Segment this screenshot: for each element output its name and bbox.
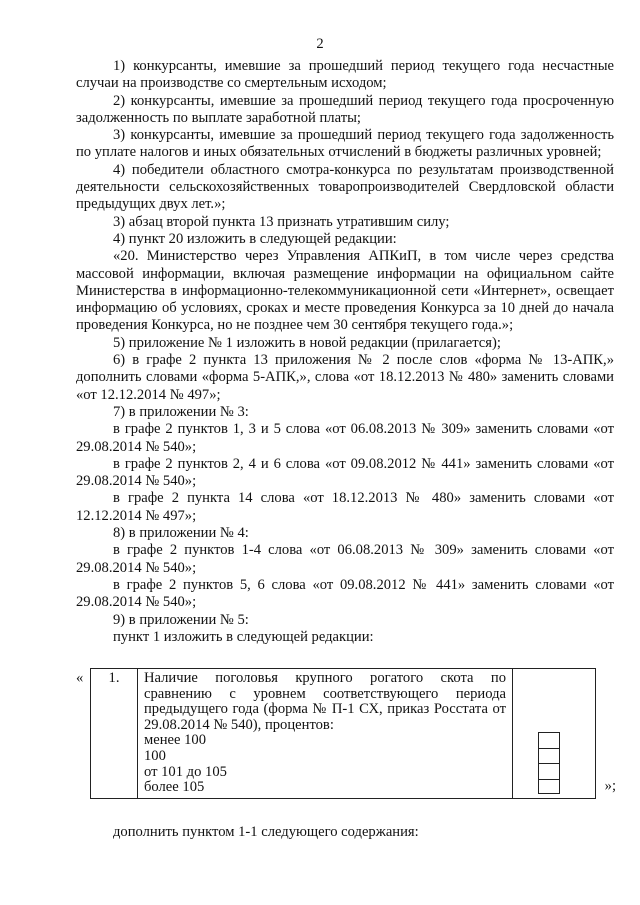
paragraph: 8) в приложении № 4: xyxy=(113,525,249,542)
paragraph: 4) победители областного смотра-конкурса по результатам производственной деятельности сельскохозяйственных товаропроизводителей Свердловской области предыдущих двух лет.»; xyxy=(76,161,614,213)
score-boxes xyxy=(538,732,560,794)
option-label: более 105 xyxy=(144,779,205,796)
paragraph: 2) конкурсанты, имевшие за прошедший период текущего года просроченную задолженность по выплате заработной платы; xyxy=(76,92,614,126)
table-row xyxy=(91,669,596,799)
score-box xyxy=(539,763,559,779)
close-quote: »; xyxy=(604,778,616,794)
item-description: Наличие поголовья крупного рогатого скота по сравнению с уровнем соответствующего периода предыдущего года (форма № П-1 СХ, приказ Росстата от 29.08.2014 № 540), процентов: xyxy=(144,670,506,733)
score-cell xyxy=(513,669,596,799)
closing-line xyxy=(0,824,640,841)
option-label: менее 100 xyxy=(144,732,207,749)
paragraph: 1) конкурсанты, имевшие за прошедший период текущего года несчастные случаи на производстве со смертельным исходом; xyxy=(76,58,614,92)
option-label: от 101 до 105 xyxy=(144,763,227,780)
paragraph: 7) в приложении № 3: xyxy=(113,403,249,420)
paragraph: 5) приложение № 1 изложить в новой редакции (прилагается); xyxy=(113,334,501,351)
score-box xyxy=(539,779,559,795)
item-number: 1. xyxy=(91,669,138,799)
score-box xyxy=(539,748,559,764)
paragraph: в графе 2 пункта 14 слова «от 18.12.2013 № 480» заменить словами «от 12.12.2014 № 497»; xyxy=(76,490,614,524)
score-box xyxy=(539,732,559,748)
paragraph: 4) пункт 20 изложить в следующей редакции: xyxy=(113,230,397,247)
document-body xyxy=(76,58,614,646)
criteria-table-block xyxy=(76,668,616,798)
paragraph: 9) в приложении № 5: xyxy=(113,611,249,628)
paragraph: в графе 2 пунктов 2, 4 и 6 слова «от 09.08.2012 № 441» заменить словами «от 29.08.2014 № 540»; xyxy=(76,455,614,490)
paragraph: в графе 2 пунктов 1-4 слова «от 06.08.2013 № 309» заменить словами «от 29.08.2014 № 540»; xyxy=(76,542,614,576)
criteria-table xyxy=(90,668,596,799)
paragraph: 3) абзац второй пункта 13 признать утратившим силу; xyxy=(113,213,450,230)
paragraph: в графе 2 пунктов 1, 3 и 5 слова «от 06.08.2013 № 309» заменить словами «от 29.08.2014 № 540»; xyxy=(76,421,614,455)
paragraph: 3) конкурсанты, имевшие за прошедший период текущего года задолженность по уплате налогов и иных обязательных отчислений в бюджеты различных уровней; xyxy=(76,127,614,161)
paragraph: пункт 1 изложить в следующей редакции: xyxy=(113,628,374,645)
paragraph: в графе 2 пунктов 5, 6 слова «от 09.08.2012 № 441» заменить словами «от 29.08.2014 № 540»; xyxy=(76,576,614,611)
page-number: 2 xyxy=(316,36,324,52)
paragraph: дополнить пунктом 1-1 следующего содержания: xyxy=(113,824,419,840)
open-quote: « xyxy=(76,670,84,686)
option-label: 100 xyxy=(144,747,166,764)
paragraph: 6) в графе 2 пункта 13 приложения № 2 после слов «форма № 13-АПК,» дополнить словами «форма 5-АПК,», слова «от 18.12.2013 № 480» заменить словами «от 12.12.2014 № 497»; xyxy=(76,352,614,403)
item-description-cell xyxy=(138,669,513,799)
paragraph: «20. Министерство через Управления АПКиП, в том числе через средства массовой информации, включая размещение информации на официальном сайте Министерства в информационно-телекоммуникационной сети «Интернет», освещает информацию об условиях, сроках и месте проведения Конкурса за 10 дней до начала проведения Конкурса, но не позднее чем 30 сентября текущего года.»; xyxy=(76,248,614,334)
